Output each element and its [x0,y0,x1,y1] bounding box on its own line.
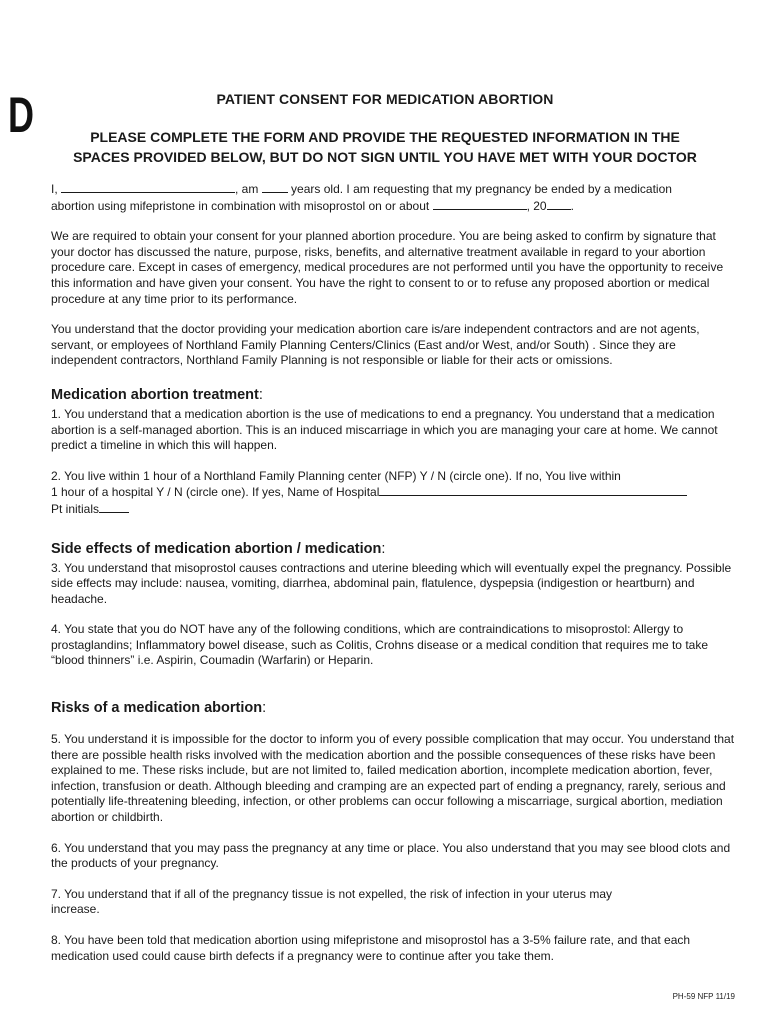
item-2 [51,469,741,518]
intro-text-1: I, [51,182,58,196]
year-blank[interactable] [547,198,571,210]
intro-statement [51,181,741,214]
side-effects-heading [51,540,741,558]
item-2-line-2: 1 hour of a hospital Y / N (circle one). If yes, Name of Hospital [51,485,380,500]
treatment-heading-text: Medication abortion treatment [51,386,259,403]
form-instructions [30,127,740,167]
intro-text-6: . [570,198,574,213]
contractors-paragraph: You understand that the doctor providing your medication abortion care is/are independent contractors and are not agents, servant, or employees of Northland Family Planning Centers/Clinics (East and/or West, and/or South) . Since they are independent contractors, Northland Family Planning is not responsible or liable for their acts or omissions. [51,322,700,368]
treatment-heading-colon: : [258,386,263,403]
risks-heading-text: Risks of a medication abortion [51,700,263,717]
item-1: 1. You understand that a medication abortion is the use of medications to end a pregnancy. You understand that a medication abortion is a self-managed abortion. This is an induced miscarriage in which you are managing your care at home. We cannot predict a timeline in which this will happen. [51,406,718,453]
form-letter-d: D [8,87,34,143]
instructions-line-1: PLEASE COMPLETE THE FORM AND PROVIDE THE REQUESTED INFORMATION IN THE [90,129,680,145]
item-7-line-1: 7. You understand that if all of the pregnancy tissue is not expelled, the risk of infection in your uterus may [51,886,612,901]
item-7 [51,887,741,918]
hospital-name-blank[interactable] [379,484,687,496]
item-4: 4. You state that you do NOT have any of the following conditions, which are contraindications to misoprostol: Allergy to prostaglandins; Inflammatory bowel disease, such as Colitis, Crohns disease or a medical condition that requires me to take “blood thinners” i.e. Aspirin, Coumadin (Warfarin) or Heparin. [51,622,708,668]
item-7-line-2: increase. [51,902,100,917]
side-effects-heading-text: Side effects of medication abortion / medication [51,540,382,557]
instructions-line-2: SPACES PROVIDED BELOW, BUT DO NOT SIGN UNTIL YOU HAVE MET WITH YOUR DOCTOR [73,149,697,165]
treatment-heading [51,386,741,404]
item-6: 6. You understand that you may pass the pregnancy at any time or place. You also understand that you may see blood clots and the products of your pregnancy. [51,840,731,871]
item-2-line-1: 2. You live within 1 hour of a Northland Family Planning center (NFP) Y / N (circle one). If no, You live within [51,468,621,483]
intro-text-5: , 20 [526,198,547,213]
item-2-line-3: Pt initials [51,501,100,516]
intro-text-4: abortion using mifepristone in combination with misoprostol on or about [51,198,430,213]
item-8: 8. You have been told that medication abortion using mifepristone and misoprostol has a 3-5% failure rate, and that each medication used could cause birth defects if a pregnancy were to continue after you take them. [51,933,691,963]
intro-text-2: , am [235,182,259,196]
patient-age-blank[interactable] [262,181,288,193]
intro-text-3: years old. I am requesting that my pregnancy be ended by a medication [291,182,672,196]
item-5: 5. You understand it is impossible for the doctor to inform you of every possible complication that may occur. You understand that there are possible health risks involved with the medication abortion and the possible consequences of these risks have been explained to me. These risks include, but are not limited to, failed medication abortion, incomplete medication abortion, fever, infection, transfusion or death. Although bleeding and cramping are an expected part of ending a pregnancy, rarely, serious and potentially life-threatening bleeding, infection, or other problems can occur following a miscarriage, surgical abortion, mediation abortion or childbirth. [51,732,735,825]
form-body [51,181,741,964]
date-blank[interactable] [433,198,527,210]
form-code: PH-59 NFP 11/19 [672,992,735,1001]
patient-name-blank[interactable] [61,181,235,193]
patient-initials-blank[interactable] [99,501,129,513]
risks-heading [51,699,741,717]
risks-heading-colon: : [262,700,267,717]
item-3: 3. You understand that misoprostol causes contractions and uterine bleeding which will eventually expel the pregnancy. Possible side effects may include: nausea, vomiting, diarrhea, abdominal pain, flatulence, dyspepsia (indigestion or heartburn) and headache. [51,560,732,606]
consent-paragraph: We are required to obtain your consent for your planned abortion procedure. You are being asked to confirm by signature that your doctor has discussed the nature, purpose, risks, benefits, and alternative treatment available in regard to your abortion procedure care. Except in cases of emergency, medical procedures are not performed until you have the opportunity to receive this information and have given your consent. You have the right to consent to or to refuse any proposed abortion or medical procedure at any time prior to its performance. [51,229,724,306]
form-title: PATIENT CONSENT FOR MEDICATION ABORTION [216,91,554,107]
side-effects-heading-colon: : [381,540,386,557]
